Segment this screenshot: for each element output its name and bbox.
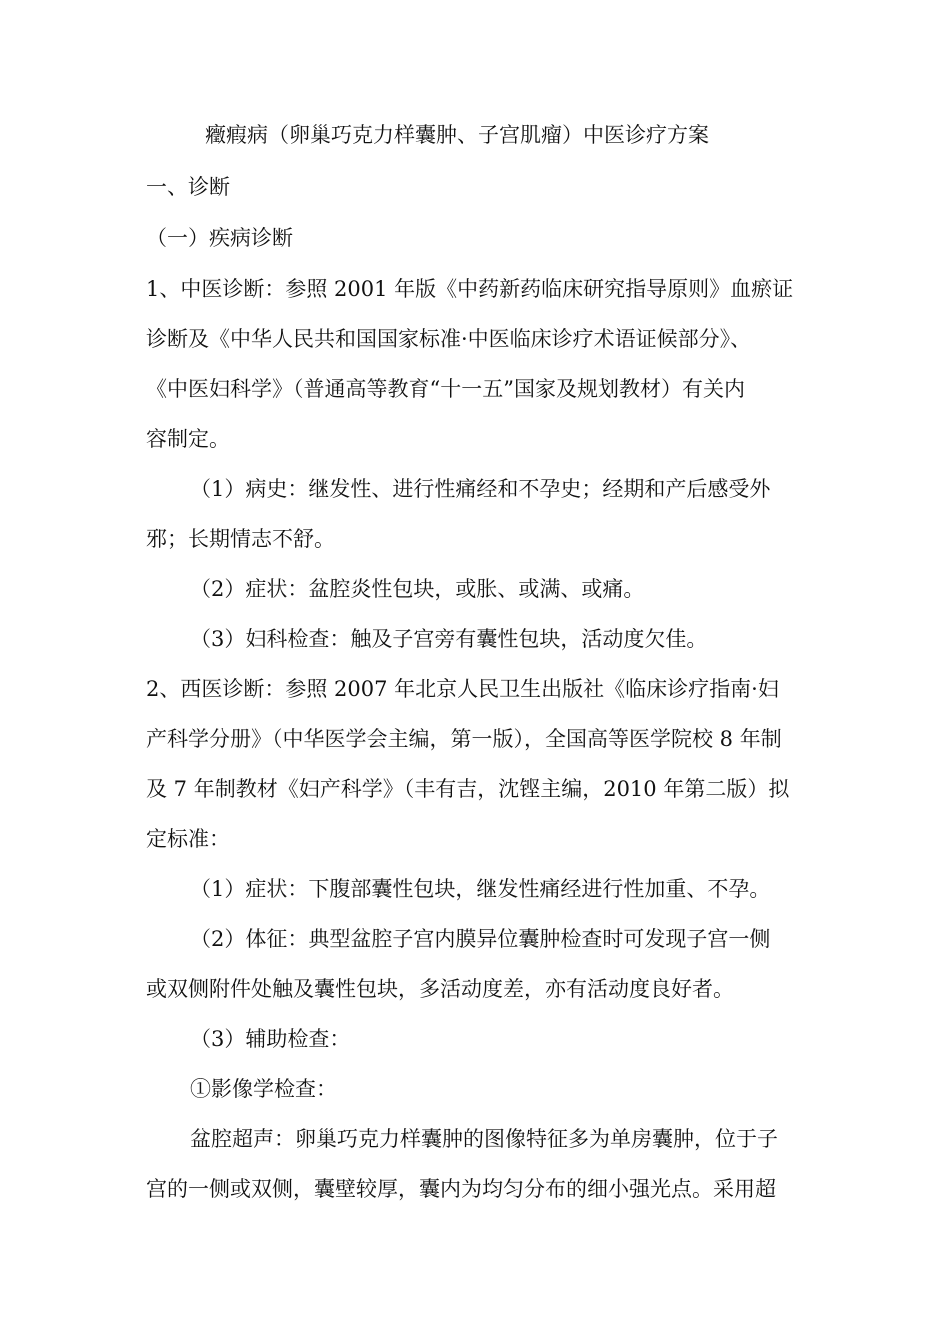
paragraph-line: 及 7 年制教材《妇产科学》（丰有吉，沈铿主编，2010 年第二版）拟 bbox=[146, 777, 790, 801]
paragraph-line: （1）病史：继发性、进行性痛经和不孕史；经期和产后感受外 bbox=[190, 477, 771, 501]
paragraph-line: 产科学分册》（中华医学会主编，第一版），全国高等医学院校 8 年制 bbox=[146, 727, 782, 751]
paragraph-line: 盆腔超声：卵巢巧克力样囊肿的图像特征多为单房囊肿，位于子 bbox=[190, 1127, 778, 1151]
paragraph-line: 诊断及《中华人民共和国国家标准·中医临床诊疗术语证候部分》、 bbox=[146, 327, 752, 351]
subsection-heading: （一）疾病诊断 bbox=[146, 226, 293, 250]
paragraph-line: （2）症状：盆腔炎性包块，或胀、或满、或痛。 bbox=[190, 577, 645, 601]
paragraph-line: （2）体征：典型盆腔子宫内膜异位囊肿检查时可发现子宫一侧 bbox=[190, 927, 771, 951]
paragraph-line: 1、中医诊断：参照 2001 年版《中药新药临床研究指导原则》血瘀证 bbox=[146, 277, 794, 301]
paragraph-line: （1）症状：下腹部囊性包块，继发性痛经进行性加重、不孕。 bbox=[190, 877, 771, 901]
paragraph-line: （3）妇科检查：触及子宫旁有囊性包块，活动度欠佳。 bbox=[190, 627, 708, 651]
paragraph-line: 2、西医诊断：参照 2007 年北京人民卫生出版社《临床诊疗指南·妇 bbox=[146, 677, 779, 701]
document-title: 癥瘕病（卵巢巧克力样囊肿、子宫肌瘤）中医诊疗方案 bbox=[205, 123, 709, 147]
paragraph-line: （3）辅助检查： bbox=[190, 1027, 351, 1051]
paragraph-line: 容制定。 bbox=[146, 427, 230, 451]
paragraph-line: 或双侧附件处触及囊性包块，多活动度差，亦有活动度良好者。 bbox=[146, 977, 734, 1001]
paragraph-line: 定标准： bbox=[146, 827, 230, 851]
paragraph-line: ①影像学检查： bbox=[190, 1077, 337, 1101]
paragraph-line: 《中医妇科学》（普通高等教育“十一五”国家及规划教材）有关内 bbox=[146, 377, 745, 401]
paragraph-line: 邪；长期情志不舒。 bbox=[146, 527, 335, 551]
section-heading: 一、诊断 bbox=[146, 175, 230, 199]
paragraph-line: 宫的一侧或双侧，囊壁较厚，囊内为均匀分布的细小强光点。采用超 bbox=[146, 1177, 776, 1201]
